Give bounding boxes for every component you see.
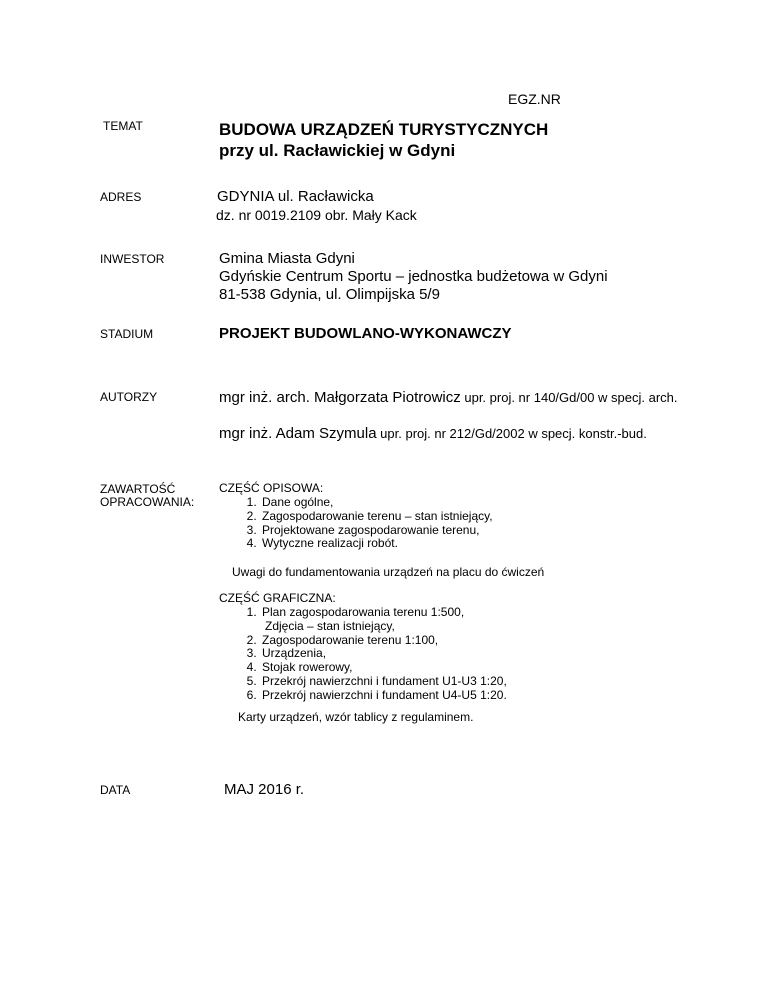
author-1: [219, 388, 678, 407]
inwestor-label: INWESTOR: [100, 252, 165, 266]
temat-line1: BUDOWA URZĄDZEŃ TURYSTYCZNYCH: [219, 120, 549, 139]
opisowa-item-4: 4. Wytyczne realizacji robót.: [260, 537, 493, 551]
author-2-name: mgr inż. Adam Szymula: [219, 425, 377, 442]
zawartosc-label-1: ZAWARTOŚĆ: [100, 482, 176, 496]
author-2-details: upr. proj. nr 212/Gd/2002 w specj. konstr.-bud.: [376, 426, 647, 441]
graficzna-title: CZĘŚĆ GRAFICZNA:: [219, 591, 336, 605]
zawartosc-label-2: OPRACOWANIA:: [100, 495, 195, 509]
temat-line2: przy ul. Racławickiej w Gdyni: [219, 141, 456, 160]
data-value: MAJ 2016 r.: [224, 781, 305, 798]
graficzna-list-container: [218, 606, 507, 703]
adres-label: ADRES: [100, 190, 142, 204]
inwestor-line2: Gdyńskie Centrum Sportu – jednostka budżetowa w Gdyni: [219, 268, 608, 285]
graficzna-item-5: 5. Przekrój nawierzchni i fundament U1-U3 1:20,: [260, 675, 507, 689]
adres-line2: dz. nr 0019.2109 obr. Mały Kack: [216, 207, 417, 223]
data-label: DATA: [100, 783, 131, 797]
inwestor-line1: Gmina Miasta Gdyni: [219, 250, 355, 267]
inwestor-line3: 81-538 Gdynia, ul. Olimpijska 5/9: [219, 286, 440, 303]
graficzna-item-6: 6. Przekrój nawierzchni i fundament U4-U5 1:20.: [260, 689, 507, 703]
opisowa-title: CZĘŚĆ OPISOWA:: [219, 481, 324, 495]
author-1-name: mgr inż. arch. Małgorzata Piotrowicz: [219, 389, 461, 406]
stadium-label: STADIUM: [100, 327, 154, 341]
author-1-details: upr. proj. nr 140/Gd/00 w specj. arch.: [460, 390, 678, 405]
temat-label: TEMAT: [103, 119, 143, 133]
opisowa-list-container: [218, 496, 493, 551]
opisowa-item-1: 1. Dane ogólne,: [260, 496, 493, 510]
uwagi-note: Uwagi do fundamentowania urządzeń na placu do ćwiczeń: [232, 565, 545, 579]
graficzna-item-1: [260, 606, 507, 634]
opisowa-item-2: 2. Zagospodarowanie terenu – stan istniejący,: [260, 510, 493, 524]
autorzy-label: AUTORZY: [100, 390, 158, 404]
graficzna-item-2: 2. Zagospodarowanie terenu 1:100,: [260, 634, 507, 648]
graficzna-list: [218, 606, 507, 703]
stadium-value: PROJEKT BUDOWLANO-WYKONAWCZY: [219, 325, 512, 342]
graficzna-item-1-line2: Zdjęcia – stan istniejący,: [265, 618, 395, 633]
graficzna-item-1-line1: Plan zagospodarowania terenu 1:500,: [262, 605, 465, 619]
opisowa-item-3: 3. Projektowane zagospodarowanie terenu,: [260, 524, 493, 538]
graficzna-item-4: 4. Stojak rowerowy,: [260, 661, 507, 675]
egz-number: EGZ.NR: [508, 91, 561, 107]
graficzna-item-3: 3. Urządzenia,: [260, 647, 507, 661]
karty-note: Karty urządzeń, wzór tablicy z regulaminem.: [238, 710, 474, 724]
author-2: [219, 424, 647, 443]
adres-line1: GDYNIA ul. Racławicka: [217, 188, 374, 205]
opisowa-list: [218, 496, 493, 551]
